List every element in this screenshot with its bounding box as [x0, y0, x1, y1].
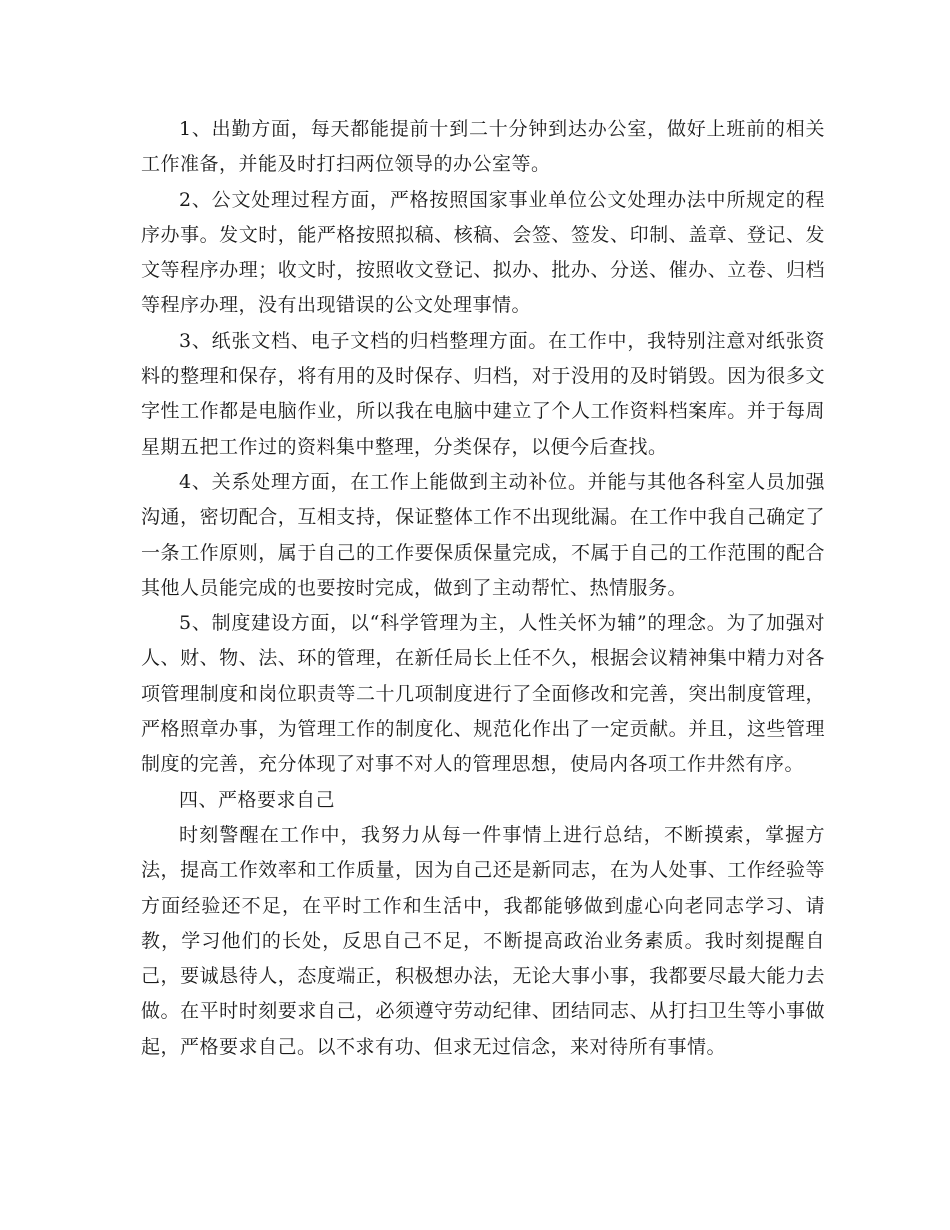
- paragraph-attendance: 1、出勤方面，每天都能提前十到二十分钟到达办公室，做好上班前的相关工作准备，并能及时打扫两位领导的办公室等。: [141, 118, 825, 176]
- paragraph-relations: 4、关系处理方面，在工作上能做到主动补位。并能与其他各科室人员加强沟通，密切配合，互相支持，保证整体工作不出现纰漏。在工作中我自己确定了一条工作原则，属于自己的工作要保质保量完成，不属于自己的工作范围的配合其他人员能完成的也要按时完成，做到了主动帮忙、热情服务。: [141, 470, 825, 599]
- section-heading: 四、严格要求自己: [179, 788, 336, 811]
- document-body: [141, 112, 825, 1065]
- paragraph-document-processing: 2、公文处理过程方面，严格按照国家事业单位公文处理办法中所规定的程序办事。发文时，能严格按照拟稿、核稿、会签、签发、印制、盖章、登记、发文等程序办理；收文时，按照收文登记、拟办、批办、分送、催办、立卷、归档等程序办理，没有出现错误的公文处理事情。: [141, 188, 825, 317]
- paragraph-system-building: 5、制度建设方面，以“科学管理为主，人性关怀为辅”的理念。为了加强对人、财、物、法、环的管理，在新任局长上任不久，根据会议精神集中精力对各项管理制度和岗位职责等二十几项制度进行了全面修改和完善，突出制度管理，严格照章办事，为管理工作的制度化、规范化作出了一定贡献。并且，这些管理制度的完善，充分体现了对事不对人的管理思想，使局内各项工作井然有序。: [141, 612, 825, 776]
- paragraph-archiving: 3、纸张文档、电子文档的归档整理方面。在工作中，我特别注意对纸张资料的整理和保存，将有用的及时保存、归档，对于没用的及时销毁。因为很多文字性工作都是电脑作业，所以我在电脑中建立了个人工作资料档案库。并于每周星期五把工作过的资料集中整理，分类保存，以便今后查找。: [141, 329, 825, 458]
- paragraph-self-discipline: 时刻警醒在工作中，我努力从每一件事情上进行总结，不断摸索，掌握方法，提高工作效率和工作质量，因为自己还是新同志，在为人处事、工作经验等方面经验还不足，在平时工作和生活中，我都能够做到虚心向老同志学习、请教，学习他们的长处，反思自己不足，不断提高政治业务素质。我时刻提醒自己，要诚恳待人，态度端正，积极想办法，无论大事小事，我都要尽最大能力去做。在平时时刻要求自己，必须遵守劳动纪律、团结同志、从打扫卫生等小事做起，严格要求自己。以不求有功、但求无过信念，来对待所有事情。: [141, 823, 825, 1058]
